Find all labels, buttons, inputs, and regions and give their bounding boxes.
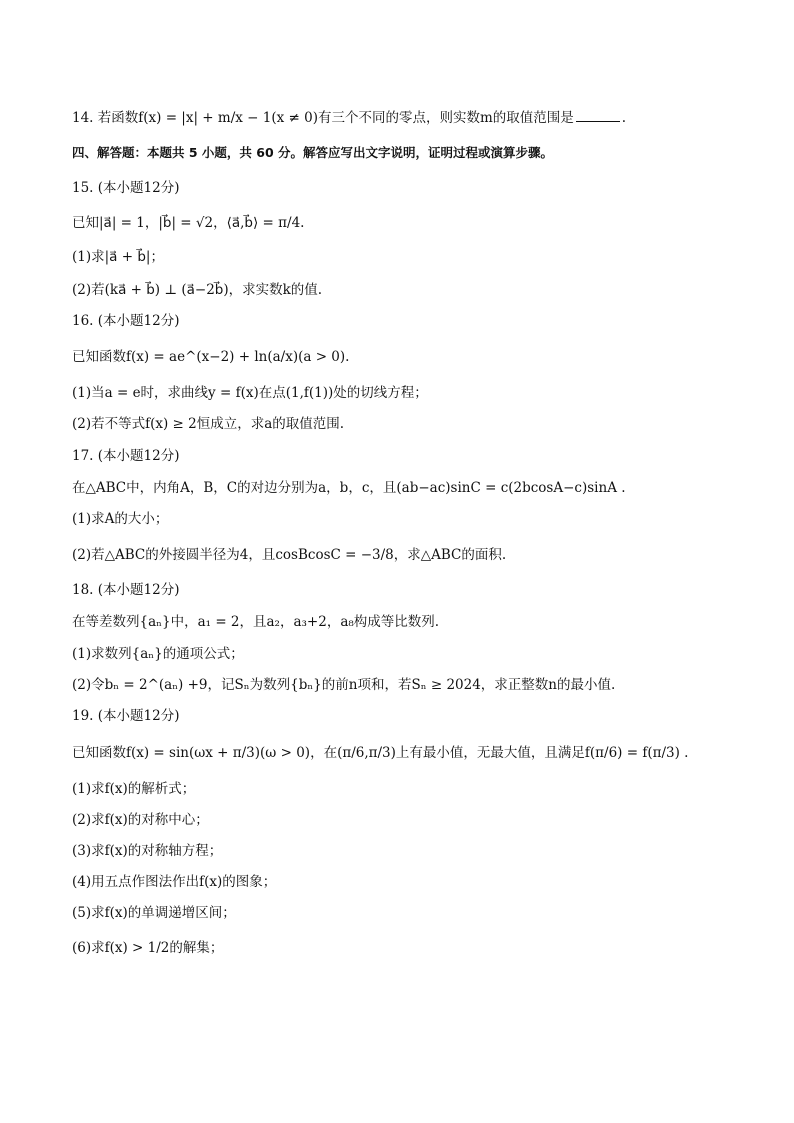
question-19-part-2: (2)求f(x)的对称中心； — [72, 812, 209, 828]
question-18-stem: 在等差数列{aₙ}中，a₁ = 2，且a₂，a₃+2，a₈构成等比数列. — [72, 614, 440, 630]
question-16-header: 16. (本小题12分) — [72, 313, 180, 329]
section-heading: 四、解答题：本题共 5 小题，共 60 分。解答应写出文字说明，证明过程或演算步骤。 — [72, 145, 554, 160]
question-15-part-2: (2)若(ka⃗ + b⃗) ⊥ (a⃗−2b⃗)，求实数k的值. — [72, 282, 323, 298]
question-15-stem: 已知|a⃗| = 1，|b⃗| = √2，⟨a⃗,b⃗⟩ = π/4. — [72, 215, 305, 231]
question-18-part-2: (2)令bₙ = 2^(aₙ) +9，记Sₙ为数列{bₙ}的前n项和，若Sₙ ≥ 2024，求正整数n的最小值. — [72, 677, 616, 693]
question-14-text: 14. 若函数f(x) = |x| + m/x − 1(x ≠ 0)有三个不同的零点，则实数m的取值范围是 — [72, 110, 574, 126]
question-19-part-4: (4)用五点作图法作出f(x)的图象； — [72, 874, 277, 890]
question-17-part-2: (2)若△ABC的外接圆半径为4，且cosBcosC = −3/8，求△ABC的面积. — [72, 547, 507, 563]
question-14-end: . — [621, 110, 627, 126]
question-16-part-2: (2)若不等式f(x) ≥ 2恒成立，求a的取值范围. — [72, 416, 345, 432]
question-18-part-1: (1)求数列{aₙ}的通项公式； — [72, 646, 244, 662]
question-16-stem: 已知函数f(x) = ae^(x−2) + ln(a/x)(a > 0). — [72, 349, 350, 365]
question-19-part-6: (6)求f(x) > 1/2的解集； — [72, 940, 224, 956]
question-15-header: 15. (本小题12分) — [72, 180, 180, 196]
question-19-part-3: (3)求f(x)的对称轴方程； — [72, 843, 223, 859]
question-14 — [72, 108, 626, 128]
question-17-stem: 在△ABC中，内角A，B，C的对边分别为a，b，c，且(ab−ac)sinC = c(2bcosA−c)sinA . — [72, 480, 626, 496]
answer-blank — [576, 109, 620, 122]
question-19-stem: 已知函数f(x) = sin(ωx + π/3)(ω > 0)，在(π/6,π/3)上有最小值，无最大值，且满足f(π/6) = f(π/3) . — [72, 745, 689, 761]
question-16-part-1: (1)当a = e时，求曲线y = f(x)在点(1,f(1))处的切线方程； — [72, 385, 428, 401]
question-15-part-1: (1)求|a⃗ + b⃗|； — [72, 249, 164, 265]
question-19-part-1: (1)求f(x)的解析式； — [72, 781, 196, 797]
question-17-part-1: (1)求A的大小； — [72, 511, 169, 527]
question-19-part-5: (5)求f(x)的单调递增区间； — [72, 905, 236, 921]
question-17-header: 17. (本小题12分) — [72, 448, 180, 464]
question-18-header: 18. (本小题12分) — [72, 582, 180, 598]
question-19-header: 19. (本小题12分) — [72, 708, 180, 724]
